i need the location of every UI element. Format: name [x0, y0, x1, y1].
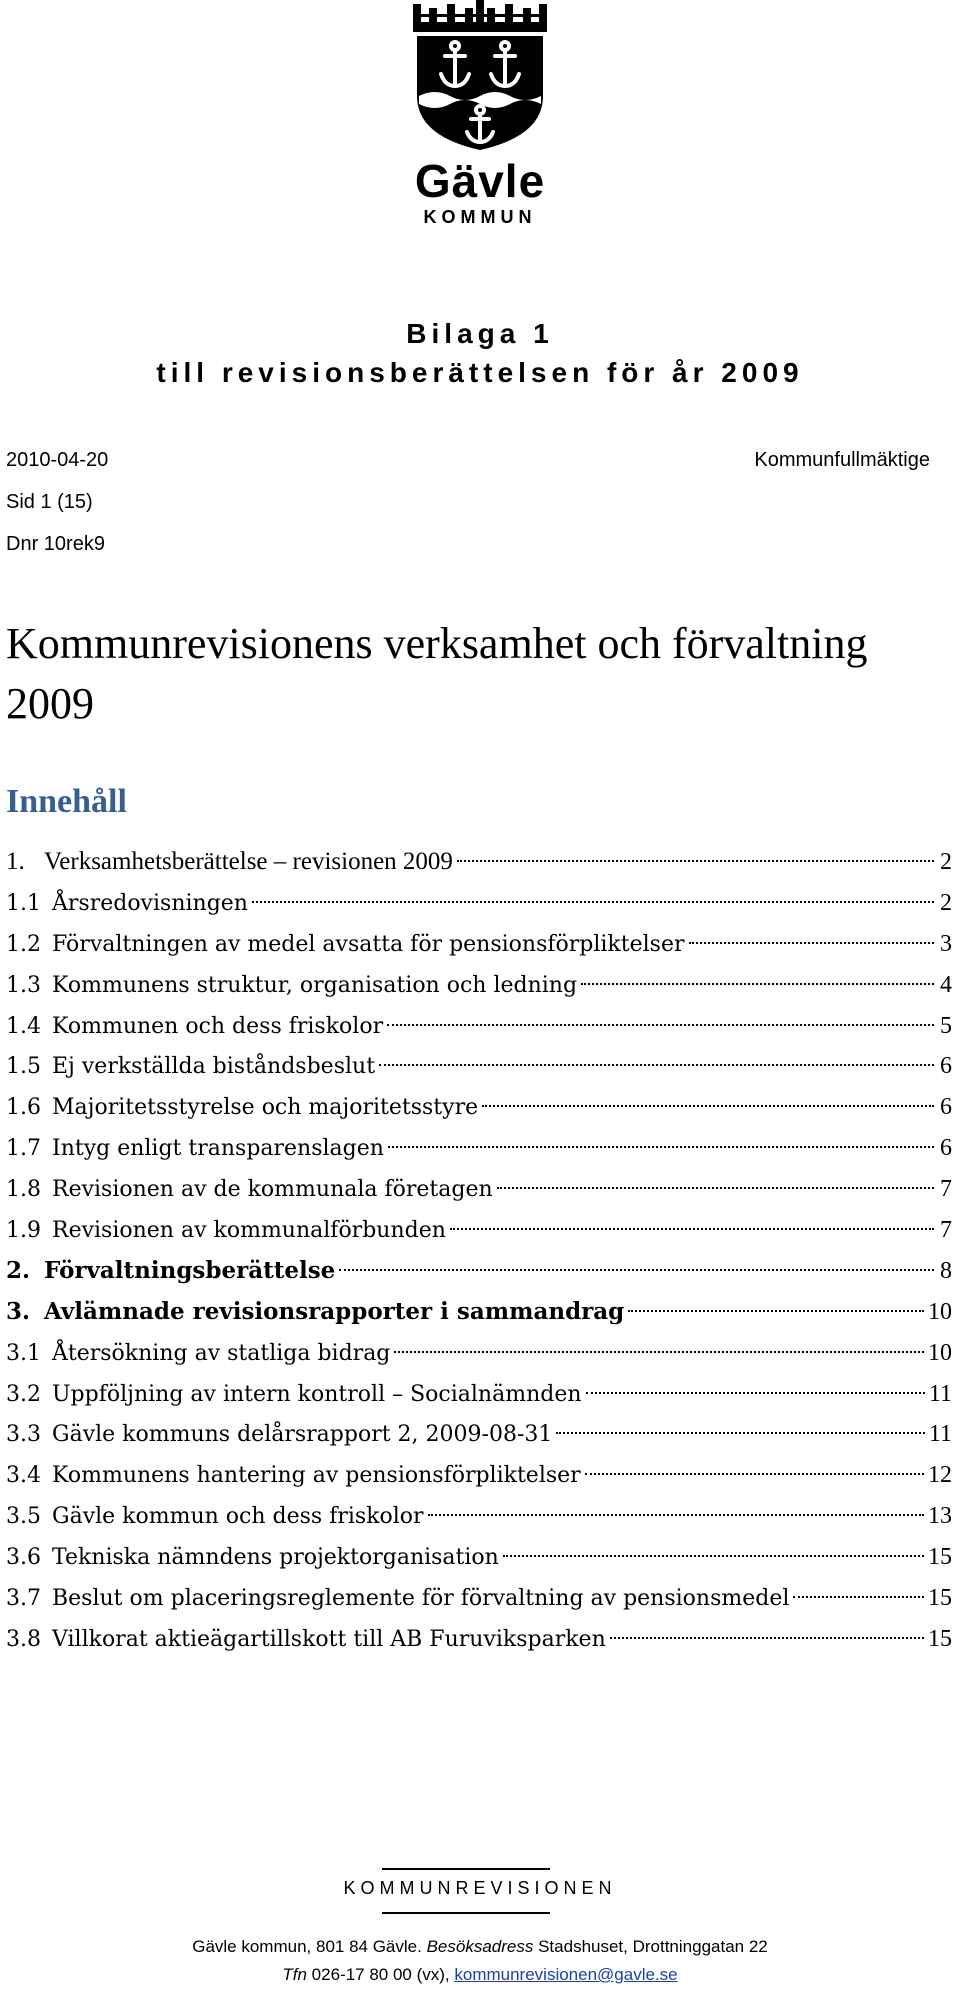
toc-entry[interactable]	[6, 1455, 952, 1496]
toc-entry[interactable]	[6, 1292, 952, 1333]
toc-entry-title: Kommunens hantering av pensionsförpliktelser	[52, 1463, 581, 1489]
toc-entry[interactable]	[6, 1087, 952, 1128]
toc-entry-page: 4	[940, 971, 952, 998]
toc-entry-page: 5	[940, 1012, 952, 1039]
toc-leader-dots	[450, 1228, 934, 1230]
toc-entry-page: 10	[928, 1339, 952, 1366]
page-number: Sid 1 (15)	[6, 491, 93, 513]
toc-entry-title: Majoritetsstyrelse och majoritetsstyre	[52, 1095, 479, 1121]
document-title: Kommunrevisionens verksamhet och förvaltning 2009	[6, 619, 868, 728]
toc-entry-page: 2	[940, 849, 952, 875]
logo-city-name: Gävle	[414, 155, 546, 207]
toc-entry-title: Villkorat aktieägartillskott till AB Furuviksparken	[52, 1626, 606, 1652]
toc-leader-dots	[457, 860, 934, 862]
toc-entry-page: 3	[940, 930, 952, 957]
diary-number: Dnr 10rek9	[6, 533, 105, 555]
toc-entry-number: 3.6	[6, 1545, 41, 1571]
document-date: 2010-04-20	[6, 449, 109, 471]
toc-entry-number: 3.2	[6, 1381, 41, 1407]
toc-entry-number: 2.	[6, 1256, 31, 1284]
toc-entry-title: Ej verkställda biståndsbeslut	[52, 1054, 376, 1080]
toc-entry[interactable]	[6, 1414, 952, 1455]
footer-postal-address: Gävle kommun, 801 84 Gävle.	[192, 1937, 422, 1956]
toc-entry-number: 1.9	[6, 1218, 41, 1244]
toc-entry-page: 11	[928, 1421, 952, 1448]
toc-leader-dots	[387, 1024, 934, 1026]
toc-entry-page: 8	[940, 1257, 952, 1284]
toc-entry[interactable]	[6, 1128, 952, 1169]
toc-leader-dots	[556, 1432, 925, 1434]
toc-entry-number: 1.7	[6, 1136, 41, 1162]
table-of-contents	[6, 842, 952, 1660]
toc-entry-number: 3.8	[6, 1626, 41, 1652]
toc-entry-page: 6	[940, 1135, 952, 1162]
toc-entry-title: Kommunens struktur, organisation och ledning	[52, 972, 578, 998]
toc-entry-number: 3.4	[6, 1463, 41, 1489]
toc-entry-number: 1.2	[6, 931, 41, 957]
toc-entry-title: Tekniska nämndens projektorganisation	[52, 1545, 499, 1571]
toc-entry-title: Verksamhetsberättelse – revisionen 2009	[44, 848, 453, 875]
toc-leader-dots	[689, 942, 935, 944]
footer-visit-address: Stadshuset, Drottninggatan 22	[538, 1937, 768, 1956]
toc-entry[interactable]	[6, 1210, 952, 1251]
toc-entry-page: 6	[940, 1053, 952, 1080]
toc-leader-dots	[482, 1105, 934, 1107]
toc-entry[interactable]	[6, 965, 952, 1006]
footer-org-name: KOMMUNREVISIONEN	[343, 1878, 617, 1898]
toc-entry[interactable]	[6, 1537, 952, 1578]
toc-leader-dots	[388, 1146, 934, 1148]
toc-entry-title: Kommunen och dess friskolor	[52, 1013, 384, 1039]
gavle-coat-of-arms-icon	[405, 0, 555, 150]
toc-entry[interactable]	[6, 1333, 952, 1374]
bilaga-subtitle: till revisionsberättelsen för år 2009	[156, 357, 804, 388]
logo-kommun-label: KOMMUN	[423, 207, 537, 227]
toc-entry[interactable]	[6, 1046, 952, 1087]
footer-phone-label: Tfn	[282, 1965, 307, 1984]
toc-entry[interactable]	[6, 1169, 952, 1210]
toc-entry[interactable]	[6, 1496, 952, 1537]
toc-entry-page: 6	[940, 1094, 952, 1121]
toc-entry-title: Avlämnade revisionsrapporter i sammandrag	[44, 1297, 625, 1325]
bilaga-title: Bilaga 1	[406, 318, 554, 349]
toc-entry-page: 7	[940, 1176, 952, 1203]
toc-entry[interactable]	[6, 1619, 952, 1660]
toc-entry-page: 7	[940, 1217, 952, 1244]
footer-contact-line	[0, 1965, 960, 1985]
toc-leader-dots	[394, 1351, 924, 1353]
toc-leader-dots	[379, 1064, 934, 1066]
toc-entry-title: Revisionen av de kommunala företagen	[52, 1177, 493, 1203]
toc-leader-dots	[497, 1187, 934, 1189]
footer-divider	[382, 1868, 550, 1870]
toc-leader-dots	[793, 1596, 924, 1598]
toc-entry-title: Förvaltningsberättelse	[44, 1256, 336, 1284]
toc-entry[interactable]	[6, 1251, 952, 1292]
gavle-logo	[405, 0, 555, 232]
toc-entry[interactable]	[6, 842, 952, 883]
footer-divider	[382, 1912, 550, 1914]
toc-entry-page: 15	[928, 1544, 952, 1571]
toc-leader-dots	[339, 1269, 934, 1271]
toc-leader-dots	[428, 1514, 924, 1516]
toc-leader-dots	[610, 1637, 924, 1639]
toc-leader-dots	[628, 1310, 924, 1312]
toc-entry[interactable]	[6, 883, 952, 924]
toc-entry-number: 1.8	[6, 1177, 41, 1203]
toc-entry-title: Förvaltningen av medel avsatta för pensionsförpliktelser	[52, 931, 685, 957]
toc-entry-title: Gävle kommun och dess friskolor	[52, 1504, 424, 1530]
toc-entry-title: Gävle kommuns delårsrapport 2, 2009-08-31	[52, 1422, 553, 1448]
toc-entry-title: Intyg enligt transparenslagen	[52, 1136, 384, 1162]
toc-entry-title: Uppföljning av intern kontroll – Socialnämnden	[52, 1381, 582, 1407]
toc-entry-number: 1.6	[6, 1095, 41, 1121]
toc-entry-page: 2	[940, 889, 952, 916]
toc-entry-number: 1.1	[6, 890, 41, 916]
toc-leader-dots	[503, 1555, 924, 1557]
toc-entry-title: Beslut om placeringsreglemente för förvaltning av pensionsmedel	[52, 1586, 790, 1612]
toc-entry-number: 1.	[6, 848, 25, 875]
toc-entry-number: 3.7	[6, 1586, 41, 1612]
toc-entry-number: 1.5	[6, 1054, 41, 1080]
toc-entry-page: 13	[928, 1503, 952, 1530]
toc-entry-page: 15	[928, 1625, 952, 1652]
toc-entry-page: 10	[928, 1298, 952, 1325]
toc-entry-title: Återsökning av statliga bidrag	[52, 1340, 391, 1366]
toc-entry-number: 3.1	[6, 1340, 41, 1366]
toc-leader-dots	[585, 1473, 924, 1475]
toc-leader-dots	[581, 983, 934, 985]
footer-address-line	[0, 1937, 960, 1957]
toc-entry-page: 12	[928, 1462, 952, 1489]
toc-leader-dots	[586, 1392, 925, 1394]
toc-entry-number: 3.	[6, 1297, 31, 1325]
toc-leader-dots	[252, 901, 934, 903]
toc-entry-number: 3.3	[6, 1422, 41, 1448]
toc-entry-page: 11	[928, 1380, 952, 1407]
toc-entry-page: 15	[928, 1585, 952, 1612]
toc-heading: Innehåll	[6, 783, 127, 820]
footer-phone: 026-17 80 00 (vx),	[311, 1965, 450, 1984]
document-recipient: Kommunfullmäktige	[754, 449, 930, 471]
toc-entry[interactable]	[6, 1578, 952, 1619]
toc-entry[interactable]	[6, 1374, 952, 1415]
footer-email-link[interactable]: kommunrevisionen@gavle.se	[454, 1965, 678, 1984]
toc-entry-number: 3.5	[6, 1504, 41, 1530]
toc-entry-number: 1.4	[6, 1013, 41, 1039]
toc-entry[interactable]	[6, 924, 952, 965]
toc-entry[interactable]	[6, 1006, 952, 1047]
footer-visit-label: Besöksadress	[426, 1937, 534, 1956]
toc-entry-title: Revisionen av kommunalförbunden	[52, 1218, 446, 1244]
toc-entry-number: 1.3	[6, 972, 41, 998]
toc-entry-title: Årsredovisningen	[52, 890, 248, 916]
